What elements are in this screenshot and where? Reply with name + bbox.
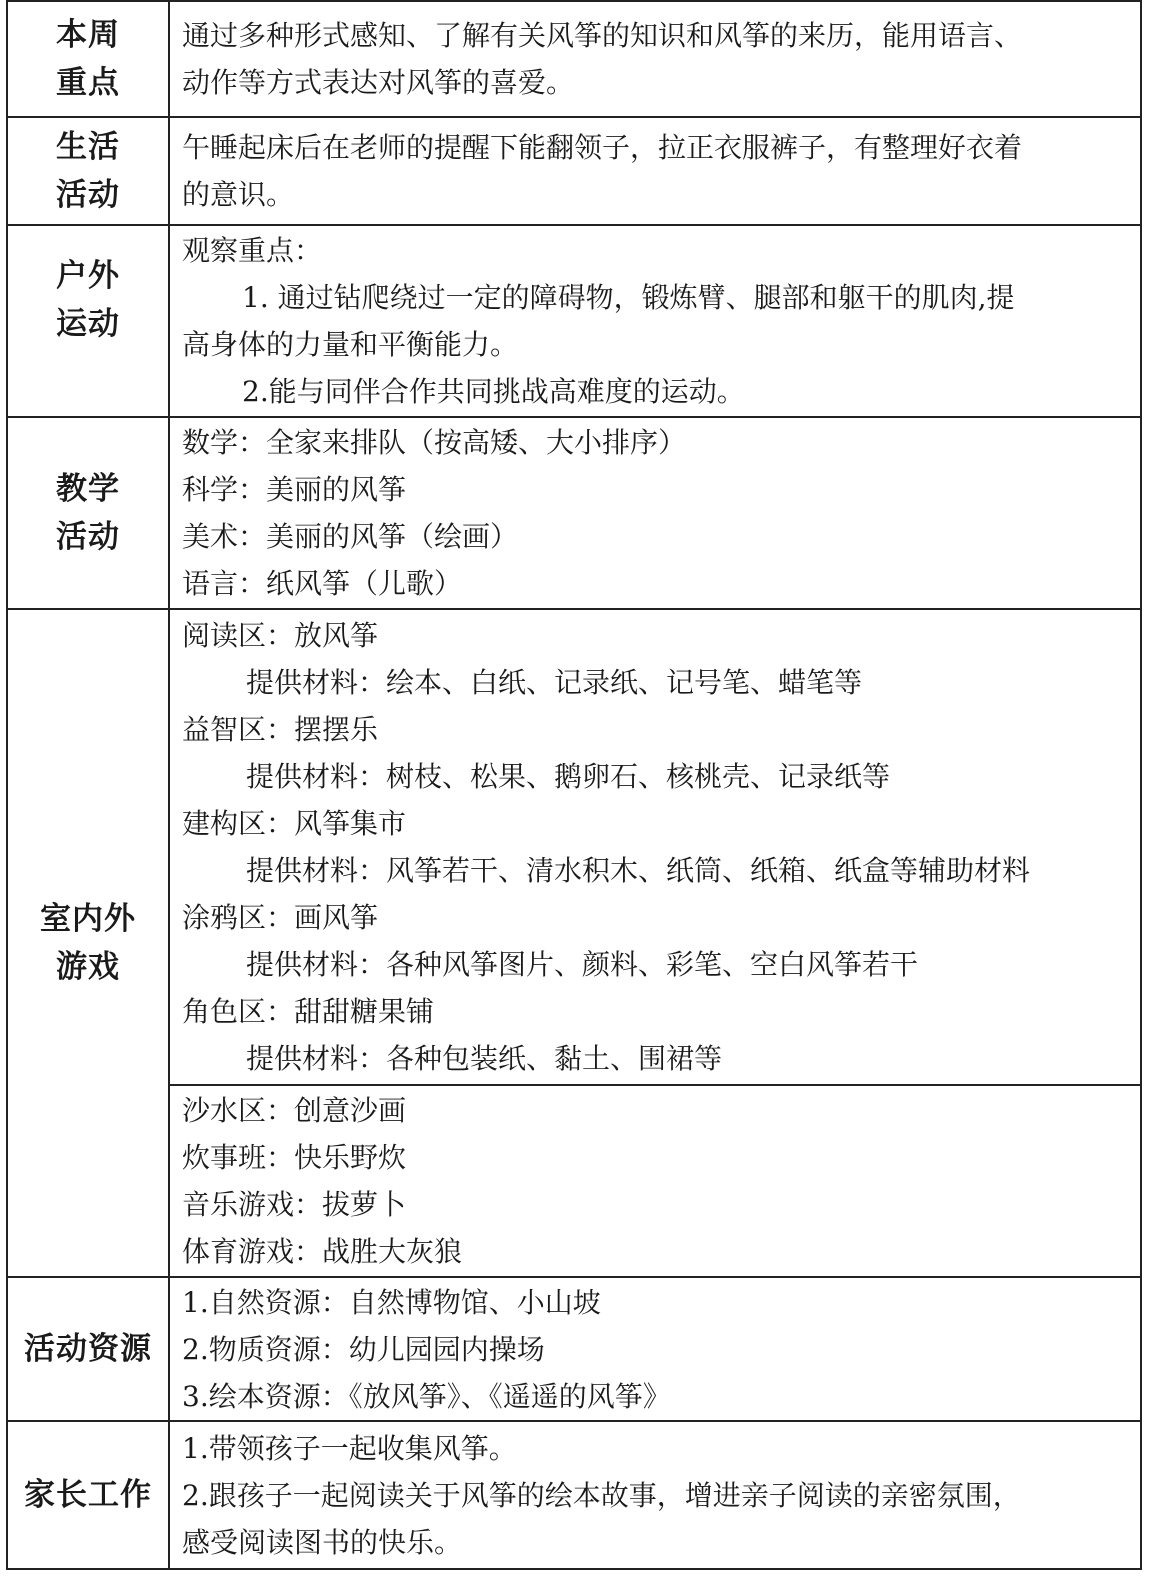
label-activity-resources — [7, 1277, 169, 1421]
text-line: 2.能与同伴合作共同挑战高难度的运动。 — [242, 375, 745, 408]
row-life-activity — [7, 117, 1141, 225]
text-line: 涂鸦区：画风筝 — [182, 901, 379, 934]
text-line: 2.跟孩子一起阅读关于风筝的绘本故事，增进亲子阅读的亲密氛围， — [182, 1478, 1021, 1512]
row-activity-resources — [7, 1277, 1141, 1421]
text-line: 科学：美丽的风筝 — [182, 473, 407, 506]
text-line: 提供材料：绘本、白纸、记录纸、记号笔、蜡笔等 — [246, 666, 863, 699]
label-line: 教学 — [56, 471, 120, 507]
content-activity-resources — [169, 1277, 1141, 1421]
weekly-plan-table — [6, 0, 1142, 1570]
label-weekly-focus — [7, 1, 169, 117]
text-line: 感受阅读图书的快乐。 — [182, 1525, 463, 1559]
text-line: 高身体的力量和平衡能力。 — [182, 328, 519, 361]
label-teaching-activity — [7, 417, 169, 609]
text-line: 1.自然资源：自然博物馆、小山坡 — [182, 1285, 601, 1319]
text-line: 午睡起床后在老师的提醒下能翻领子，拉正衣服裤子，有整理好衣着 — [182, 131, 1023, 164]
text-line: 的意识。 — [182, 178, 295, 211]
label-line: 生活 — [56, 129, 120, 165]
label-line: 运动 — [56, 306, 120, 342]
label-line: 本周 — [56, 17, 120, 53]
content-games-indoor — [169, 609, 1141, 1085]
content-weekly-focus — [169, 1, 1141, 117]
content-parent-work — [169, 1421, 1141, 1569]
content-life-activity — [169, 117, 1141, 225]
row-games-outdoor — [7, 1085, 1141, 1277]
content-outdoor-exercise — [169, 225, 1141, 417]
text-line: 数学：全家来排队（按高矮、大小排序） — [182, 426, 687, 459]
label-line: 活动 — [56, 519, 120, 555]
label-outdoor-exercise — [7, 225, 169, 417]
row-teaching-activity — [7, 417, 1141, 609]
text-line: 提供材料：各种包装纸、黏土、围裙等 — [246, 1042, 723, 1075]
text-line: 通过多种形式感知、了解有关风筝的知识和风筝的来历，能用语言、 — [182, 19, 1023, 52]
content-teaching-activity — [169, 417, 1141, 609]
row-games-indoor — [7, 609, 1141, 1085]
text-line: 语言：纸风筝（儿歌） — [182, 567, 463, 600]
text-line: 动作等方式表达对风筝的喜爱。 — [182, 66, 575, 99]
text-line: 沙水区：创意沙画 — [182, 1094, 407, 1127]
label-line: 活动 — [56, 177, 120, 213]
text-line: 2.物质资源：幼儿园园内操场 — [182, 1332, 545, 1366]
text-line: 角色区：甜甜糖果铺 — [182, 995, 435, 1028]
label-life-activity — [7, 117, 169, 225]
text-line: 美术：美丽的风筝（绘画） — [182, 520, 519, 553]
text-line: 体育游戏：战胜大灰狼 — [182, 1235, 463, 1268]
label-line: 重点 — [56, 65, 120, 101]
text-line: 1. 通过钻爬绕过一定的障碍物，锻炼臂、腿部和躯干的肌肉,提 — [242, 281, 1015, 314]
text-line: 音乐游戏：拔萝卜 — [182, 1188, 407, 1221]
text-line: 提供材料：风筝若干、清水积木、纸筒、纸箱、纸盒等辅助材料 — [246, 854, 1031, 887]
text-line: 3.绘本资源：《放风筝》、《遥遥的风筝》 — [182, 1379, 671, 1413]
row-weekly-focus — [7, 1, 1141, 117]
text-line: 建构区：风筝集市 — [182, 807, 407, 840]
text-line: 提供材料：树枝、松果、鹅卵石、核桃壳、记录纸等 — [246, 760, 891, 793]
label-line: 家长工作 — [24, 1477, 152, 1513]
row-parent-work — [7, 1421, 1141, 1569]
text-line: 提供材料：各种风筝图片、颜料、彩笔、空白风筝若干 — [246, 948, 919, 981]
text-line: 炊事班：快乐野炊 — [182, 1141, 407, 1174]
row-outdoor-exercise — [7, 225, 1141, 417]
label-parent-work — [7, 1421, 169, 1569]
content-games-outdoor — [169, 1085, 1141, 1277]
label-games — [7, 609, 169, 1277]
text-line: 阅读区：放风筝 — [182, 619, 379, 652]
label-line: 户外 — [56, 258, 120, 294]
text-line: 1.带领孩子一起收集风筝。 — [182, 1431, 517, 1465]
text-line: 观察重点： — [182, 234, 323, 267]
label-line: 室内外 — [40, 901, 136, 937]
text-line: 益智区：摆摆乐 — [182, 713, 379, 746]
label-line: 游戏 — [56, 949, 120, 985]
label-line: 活动资源 — [24, 1331, 152, 1367]
